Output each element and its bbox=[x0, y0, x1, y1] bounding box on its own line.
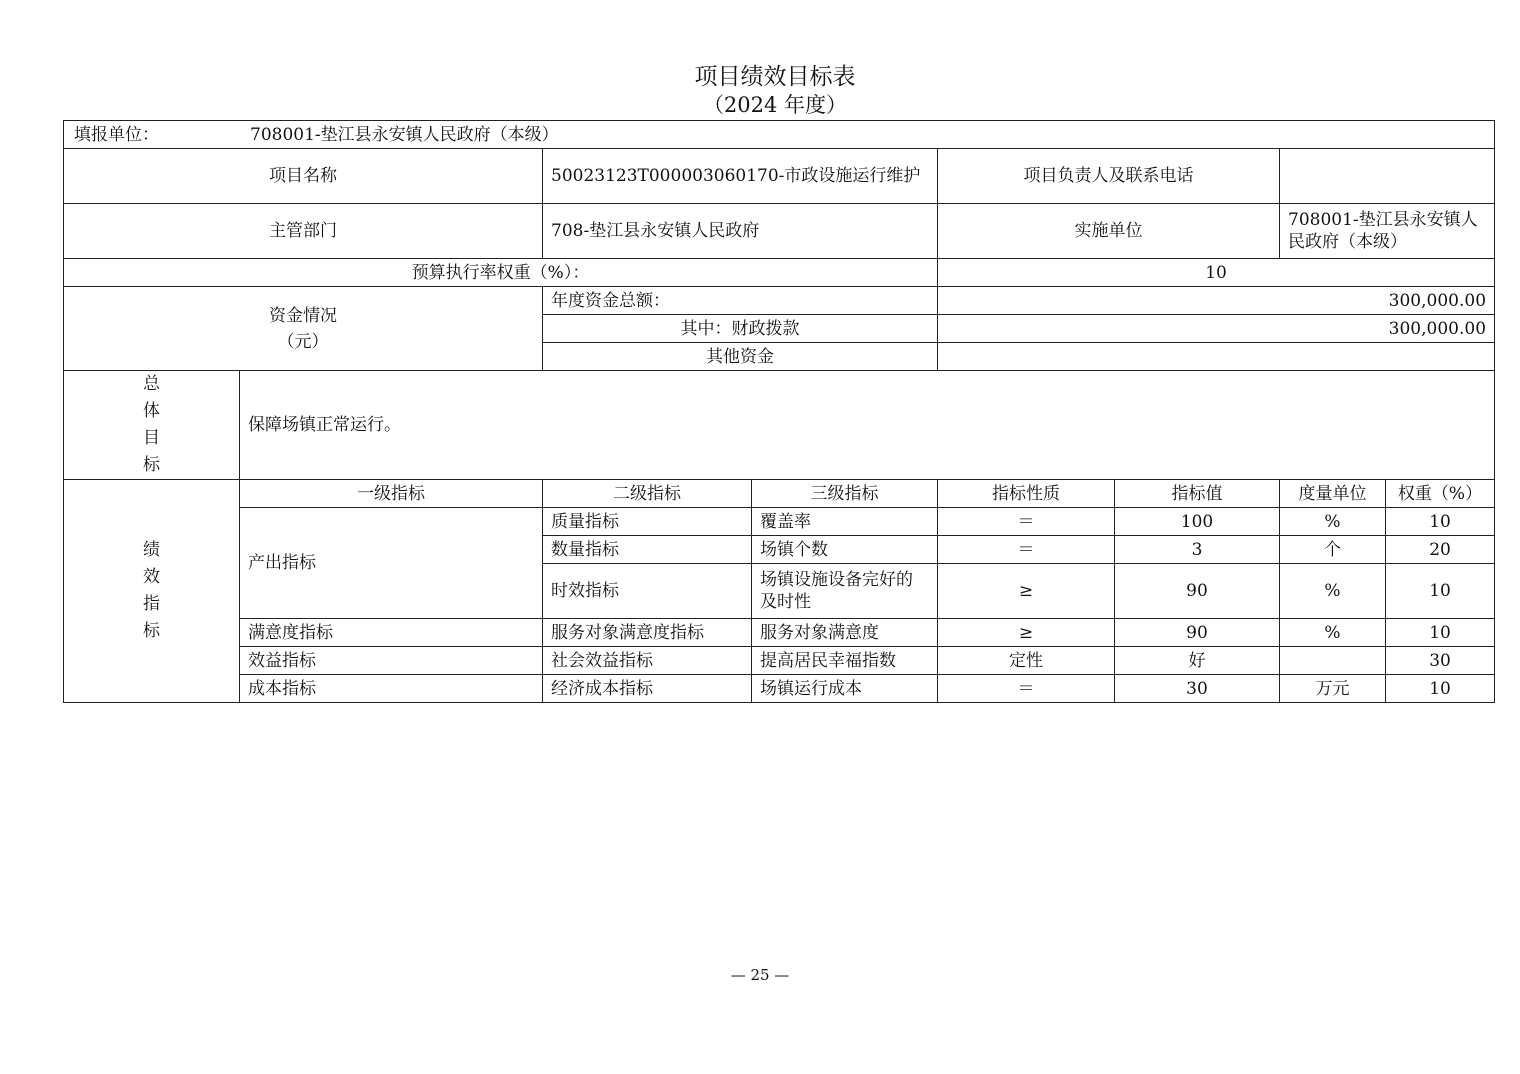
budget-rate-row bbox=[64, 259, 1495, 287]
funds-fiscal-label: 其中：财政拨款 bbox=[543, 315, 938, 343]
cell-level1: 满意度指标 bbox=[240, 619, 543, 647]
cell-level3: 服务对象满意度 bbox=[752, 619, 938, 647]
indicator-header-row bbox=[64, 480, 1495, 508]
overall-goal-label bbox=[64, 371, 240, 480]
project-contact-label: 项目负责人及联系电话 bbox=[938, 149, 1280, 204]
cell-unit: 万元 bbox=[1280, 675, 1386, 703]
cell-unit: 个 bbox=[1280, 536, 1386, 564]
fill-unit-label: 填报单位： bbox=[74, 124, 159, 145]
cell-value: 90 bbox=[1115, 619, 1280, 647]
cell-level2: 数量指标 bbox=[543, 536, 752, 564]
funds-other-value bbox=[938, 343, 1495, 371]
header-level2: 二级指标 bbox=[543, 480, 752, 508]
overall-goal-char: 总 bbox=[143, 374, 160, 394]
cell-unit: % bbox=[1280, 508, 1386, 536]
cell-level1: 成本指标 bbox=[240, 675, 543, 703]
table-row bbox=[64, 508, 1495, 536]
fill-unit-value: 708001-垫江县永安镇人民政府（本级） bbox=[250, 124, 559, 145]
cell-level3: 场镇个数 bbox=[752, 536, 938, 564]
page-title: 项目绩效目标表 bbox=[694, 64, 856, 90]
cell-weight: 10 bbox=[1386, 619, 1495, 647]
page-number: — 25 — bbox=[730, 966, 790, 984]
funds-annual-label: 年度资金总额： bbox=[543, 287, 938, 315]
budget-rate-label: 预算执行率权重（%）： bbox=[64, 259, 938, 287]
table-row bbox=[64, 675, 1495, 703]
performance-target-table bbox=[63, 120, 1495, 703]
funds-label-line1: 资金情况 bbox=[269, 305, 337, 326]
overall-goal-row bbox=[64, 371, 1495, 480]
table-row bbox=[64, 647, 1495, 675]
funds-fiscal-value: 300,000.00 bbox=[938, 315, 1495, 343]
impl-unit-label: 实施单位 bbox=[938, 204, 1280, 259]
cell-unit: % bbox=[1280, 619, 1386, 647]
cell-nature: ＝ bbox=[938, 508, 1115, 536]
cell-nature: ≥ bbox=[938, 619, 1115, 647]
header-nature: 指标性质 bbox=[938, 480, 1115, 508]
header-level1: 一级指标 bbox=[240, 480, 543, 508]
cell-level3: 场镇设施设备完好的及时性 bbox=[752, 564, 938, 619]
cell-level2: 服务对象满意度指标 bbox=[543, 619, 752, 647]
cell-weight: 10 bbox=[1386, 564, 1495, 619]
cell-nature: 定性 bbox=[938, 647, 1115, 675]
cell-level3: 提高居民幸福指数 bbox=[752, 647, 938, 675]
cell-weight: 10 bbox=[1386, 675, 1495, 703]
indicators-label bbox=[64, 480, 240, 703]
dept-label: 主管部门 bbox=[64, 204, 543, 259]
cell-level2: 时效指标 bbox=[543, 564, 752, 619]
funds-annual-value: 300,000.00 bbox=[938, 287, 1495, 315]
funds-other-label: 其他资金 bbox=[543, 343, 938, 371]
cell-level2: 社会效益指标 bbox=[543, 647, 752, 675]
cell-level3: 场镇运行成本 bbox=[752, 675, 938, 703]
fill-unit-row bbox=[64, 121, 1495, 149]
cell-level2: 质量指标 bbox=[543, 508, 752, 536]
overall-goal-char: 目 bbox=[143, 428, 160, 448]
cell-weight: 20 bbox=[1386, 536, 1495, 564]
header-level3: 三级指标 bbox=[752, 480, 938, 508]
cell-value: 100 bbox=[1115, 508, 1280, 536]
page-subtitle: （2024 年度） bbox=[702, 93, 848, 117]
cell-level3: 覆盖率 bbox=[752, 508, 938, 536]
cell-nature: ≥ bbox=[938, 564, 1115, 619]
cell-nature: ＝ bbox=[938, 675, 1115, 703]
cell-value: 3 bbox=[1115, 536, 1280, 564]
overall-goal-char: 标 bbox=[143, 455, 160, 475]
project-name-row bbox=[64, 149, 1495, 204]
output-indicator-group: 产出指标 bbox=[240, 508, 543, 619]
cell-unit bbox=[1280, 647, 1386, 675]
funds-label bbox=[64, 287, 543, 371]
cell-weight: 30 bbox=[1386, 647, 1495, 675]
budget-rate-value: 10 bbox=[938, 259, 1495, 287]
impl-unit-value: 708001-垫江县永安镇人民政府（本级） bbox=[1280, 204, 1495, 259]
dept-value: 708-垫江县永安镇人民政府 bbox=[543, 204, 938, 259]
cell-level2: 经济成本指标 bbox=[543, 675, 752, 703]
cell-value: 好 bbox=[1115, 647, 1280, 675]
project-contact-value bbox=[1280, 149, 1495, 204]
table-row bbox=[64, 619, 1495, 647]
header-value: 指标值 bbox=[1115, 480, 1280, 508]
indicators-char: 指 bbox=[143, 594, 160, 614]
funds-label-line2: （元） bbox=[277, 331, 329, 352]
funds-annual-row bbox=[64, 287, 1495, 315]
cell-level1: 效益指标 bbox=[240, 647, 543, 675]
dept-row bbox=[64, 204, 1495, 259]
indicators-char: 绩 bbox=[143, 540, 160, 560]
overall-goal-char: 体 bbox=[143, 401, 160, 421]
project-name-label: 项目名称 bbox=[64, 149, 543, 204]
cell-weight: 10 bbox=[1386, 508, 1495, 536]
cell-value: 90 bbox=[1115, 564, 1280, 619]
indicators-char: 效 bbox=[143, 567, 160, 587]
cell-unit: % bbox=[1280, 564, 1386, 619]
cell-value: 30 bbox=[1115, 675, 1280, 703]
header-unit: 度量单位 bbox=[1280, 480, 1386, 508]
header-weight: 权重（%） bbox=[1386, 480, 1495, 508]
project-name-value: 50023123T000003060170-市政设施运行维护 bbox=[543, 149, 938, 204]
indicators-char: 标 bbox=[143, 621, 160, 641]
cell-nature: ＝ bbox=[938, 536, 1115, 564]
overall-goal-text: 保障场镇正常运行。 bbox=[240, 371, 1495, 480]
